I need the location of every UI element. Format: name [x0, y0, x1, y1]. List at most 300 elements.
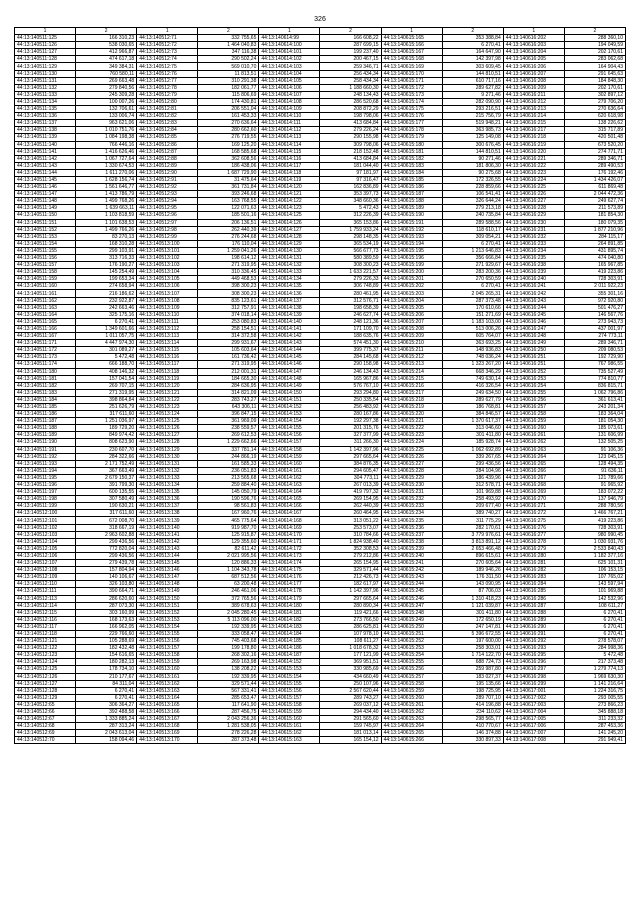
cadastral-value-cell: 1 628 156,74	[76, 176, 137, 183]
cadastral-number-cell: 44:13:140512:101	[15, 517, 76, 524]
cadastral-number-cell: 44:13:140513:102	[137, 255, 198, 262]
cadastral-value-cell: 666 188,70	[76, 361, 137, 368]
cadastral-number-cell: 44:13:140616:299	[503, 680, 564, 687]
cadastral-number-cell: 44:13:140615:182	[381, 155, 442, 162]
cadastral-value-cell: 166 310,23	[76, 35, 137, 42]
cadastral-number-cell: 44:13:140614:180	[259, 602, 320, 609]
table-row	[15, 120, 626, 127]
cadastral-number-cell: 44:13:140513:133	[137, 474, 198, 481]
cadastral-value-cell: 274 771,71	[564, 148, 625, 155]
table-row	[15, 212, 626, 219]
cadastral-number-cell: 44:13:140616:243	[503, 297, 564, 304]
cadastral-number-cell: 44:13:140614:141	[259, 325, 320, 332]
cadastral-value-cell: 1 188 660,30	[320, 84, 381, 91]
cadastral-value-cell: 2 011 922,23	[564, 283, 625, 290]
cadastral-value-cell: 271 319,95	[76, 389, 137, 396]
cadastral-number-cell: 44:13:140511:148	[15, 198, 76, 205]
cadastral-value-cell: 132 706,61	[76, 106, 137, 113]
cadastral-number-cell: 44:13:140614:142	[259, 333, 320, 340]
cadastral-value-cell: 1 464 040,83	[198, 42, 259, 49]
cadastral-number-cell: 44:13:140511:126	[15, 42, 76, 49]
cadastral-number-cell: 44:13:140512:73	[137, 49, 198, 56]
cadastral-value-cell: 144 810,51	[442, 148, 503, 155]
cadastral-value-cell: 2 653 466,48	[442, 545, 503, 552]
cadastral-value-cell: 242 663,46	[76, 304, 137, 311]
cadastral-number-cell: 44:13:140615:214	[381, 368, 442, 375]
cadastral-number-cell: 44:13:140512:102	[15, 524, 76, 531]
table-row	[15, 531, 626, 538]
cadastral-value-cell: 312 578,71	[442, 482, 503, 489]
cadastral-number-cell: 44:13:140614:170	[259, 531, 320, 538]
cadastral-value-cell: 250 107,96	[320, 680, 381, 687]
cadastral-value-cell: 259 884,40	[198, 482, 259, 489]
cadastral-value-cell: 303 609,45	[442, 63, 503, 70]
table-row	[15, 425, 626, 432]
table-row	[15, 382, 626, 389]
cadastral-value-cell: 287 313,24	[76, 723, 137, 730]
cadastral-number-cell: 44:13:140614:186	[259, 645, 320, 652]
cadastral-number-cell: 44:13:140616:265	[503, 460, 564, 467]
cadastral-number-cell: 44:13:140513:141	[137, 531, 198, 538]
cadastral-value-cell: 1 824 938,40	[320, 538, 381, 545]
cadastral-number-cell: 44:13:140614:151	[259, 396, 320, 403]
cadastral-value-cell: 274 658,94	[76, 283, 137, 290]
cadastral-number-cell: 44:13:140616:295	[503, 652, 564, 659]
cadastral-value-cell: 256 434,34	[320, 70, 381, 77]
cadastral-value-cell: 90 271,46	[442, 155, 503, 162]
cadastral-number-cell: 44:13:140615:206	[381, 311, 442, 318]
cadastral-number-cell: 44:13:140616:209	[503, 84, 564, 91]
cadastral-value-cell: 291 565,60	[320, 716, 381, 723]
cadastral-number-cell: 44:13:140512:95	[137, 205, 198, 212]
table-row	[15, 375, 626, 382]
cadastral-number-cell: 44:13:140615:234	[381, 510, 442, 517]
cadastral-number-cell: 44:13:140615:199	[381, 262, 442, 269]
cadastral-value-cell: 313 046,60	[442, 425, 503, 432]
cadastral-number-cell: 44:13:140614:128	[259, 233, 320, 240]
cadastral-number-cell: 44:13:140513:155	[137, 630, 198, 637]
table-row	[15, 56, 626, 63]
cadastral-value-cell: 337 781,14	[198, 446, 259, 453]
cadastral-number-cell: 44:13:140615:250	[381, 623, 442, 630]
cadastral-value-cell: 11 813,51	[198, 70, 259, 77]
table-row	[15, 716, 626, 723]
cadastral-number-cell: 44:13:140511:196	[15, 482, 76, 489]
cadastral-value-cell: 170 610,66	[442, 304, 503, 311]
cadastral-number-cell: 44:13:140513:153	[137, 616, 198, 623]
table-row	[15, 659, 626, 666]
cadastral-number-cell: 44:13:140615:219	[381, 403, 442, 410]
cadastral-value-cell: 329 571,44	[320, 567, 381, 574]
cadastral-number-cell: 44:13:140614:187	[259, 652, 320, 659]
cadastral-number-cell: 44:13:140614:144	[259, 347, 320, 354]
column-header: 2	[76, 28, 137, 35]
table-row	[15, 737, 626, 744]
cadastral-value-cell: 133 006,74	[76, 113, 137, 120]
cadastral-value-cell: 980 990,45	[564, 531, 625, 538]
cadastral-value-cell: 419 223,86	[564, 269, 625, 276]
cadastral-value-cell: 306 364,27	[76, 701, 137, 708]
cadastral-value-cell: 172 650,19	[442, 616, 503, 623]
cadastral-number-cell: 44:13:140513:132	[137, 467, 198, 474]
cadastral-number-cell: 44:13:140511:192	[15, 453, 76, 460]
cadastral-value-cell: 199 653,34	[76, 276, 137, 283]
table-row	[15, 247, 626, 254]
cadastral-number-cell: 44:13:140616:286	[503, 595, 564, 602]
cadastral-number-cell: 44:13:140614:185	[259, 638, 320, 645]
cadastral-value-cell: 199 178,80	[198, 645, 259, 652]
table-row	[15, 368, 626, 375]
cadastral-value-cell: 165 967,85	[564, 262, 625, 269]
cadastral-number-cell: 44:13:140615:229	[381, 474, 442, 481]
cadastral-value-cell: 835 123,61	[198, 297, 259, 304]
cadastral-value-cell: 284 115,17	[564, 233, 625, 240]
cadastral-value-cell: 1 259 041,26	[198, 247, 259, 254]
table-row	[15, 645, 626, 652]
cadastral-number-cell: 44:13:140615:231	[381, 489, 442, 496]
table-row	[15, 297, 626, 304]
cadastral-number-cell: 44:13:140511:171	[15, 340, 76, 347]
cadastral-number-cell: 44:13:140615:170	[381, 70, 442, 77]
cadastral-value-cell: 259 346,71	[320, 63, 381, 70]
cadastral-value-cell: 345 888,18	[564, 709, 625, 716]
cadastral-number-cell: 44:13:140513:143	[137, 545, 198, 552]
cadastral-value-cell: 291 949,41	[564, 737, 625, 744]
cadastral-number-cell: 44:13:140615:162	[259, 730, 320, 737]
cadastral-value-cell: 212 426,73	[320, 574, 381, 581]
table-row	[15, 687, 626, 694]
cadastral-number-cell: 44:13:140512:115	[15, 609, 76, 616]
cadastral-number-cell: 44:13:140512:122	[15, 645, 76, 652]
cadastral-value-cell: 151 271,69	[442, 311, 503, 318]
cadastral-number-cell: 44:13:140511:131	[15, 77, 76, 84]
cadastral-number-cell: 44:13:140512:70	[15, 737, 76, 744]
cadastral-number-cell: 44:13:140511:181	[15, 375, 76, 382]
cadastral-number-cell: 44:13:140616:266	[503, 467, 564, 474]
cadastral-number-cell: 44:13:140511:132	[15, 84, 76, 91]
cadastral-value-cell: 2 171 752,49	[76, 460, 137, 467]
cadastral-number-cell: 44:13:140513:142	[137, 538, 198, 545]
cadastral-number-cell: 44:13:140615:155	[259, 680, 320, 687]
cadastral-number-cell: 44:13:140615:225	[381, 446, 442, 453]
cadastral-value-cell: 117 641,90	[198, 701, 259, 708]
cadastral-value-cell: 412 966,87	[76, 49, 137, 56]
cadastral-number-cell: 44:13:140512:118	[15, 630, 76, 637]
cadastral-value-cell: 269 037,12	[320, 701, 381, 708]
cadastral-value-cell: 361 613,41	[564, 396, 625, 403]
cadastral-number-cell: 44:13:140511:197	[15, 489, 76, 496]
cadastral-value-cell: 300 676,45	[442, 141, 503, 148]
cadastral-value-cell: 1 103 818,59	[76, 212, 137, 219]
cadastral-value-cell: 120 886,33	[198, 560, 259, 567]
cadastral-number-cell: 44:13:140513:125	[137, 418, 198, 425]
cadastral-number-cell: 44:13:140614:139	[259, 311, 320, 318]
cadastral-value-cell: 208 872,29	[320, 106, 381, 113]
cadastral-value-cell: 248 134,43	[320, 91, 381, 98]
cadastral-value-cell: 146 374,88	[442, 730, 503, 737]
cadastral-number-cell: 44:13:140615:181	[381, 148, 442, 155]
cadastral-value-cell: 283 062,68	[564, 56, 625, 63]
cadastral-number-cell: 44:13:140511:189	[15, 432, 76, 439]
cadastral-number-cell: 44:13:140513:109	[137, 304, 198, 311]
cadastral-value-cell: 189 946,26	[442, 567, 503, 574]
cadastral-number-cell: 44:13:140616:246	[503, 318, 564, 325]
table-row	[15, 389, 626, 396]
cadastral-number-cell: 44:13:140511:151	[15, 219, 76, 226]
cadastral-value-cell: 108 611,27	[564, 602, 625, 609]
table-row	[15, 255, 626, 262]
cadastral-value-cell: 256 483,92	[320, 403, 381, 410]
table-row	[15, 354, 626, 361]
cadastral-value-cell: 1 084 198,38	[76, 134, 137, 141]
cadastral-value-cell: 1 310 418,23	[442, 595, 503, 602]
cadastral-value-cell: 349 384,31	[76, 63, 137, 70]
cadastral-number-cell: 44:13:140617:008	[503, 737, 564, 744]
cadastral-value-cell: 189 729,20	[76, 425, 137, 432]
cadastral-value-cell: 318 667,19	[76, 524, 137, 531]
column-header: 1	[15, 28, 76, 35]
cadastral-value-cell: 209 080,53	[564, 347, 625, 354]
cadastral-number-cell: 44:13:140512:83	[137, 120, 198, 127]
cadastral-value-cell: 246 461,06	[198, 588, 259, 595]
cadastral-value-cell: 449 468,53	[198, 276, 259, 283]
cadastral-number-cell: 44:13:140614:149	[259, 382, 320, 389]
cadastral-value-cell: 286 625,81	[320, 623, 381, 630]
cadastral-value-cell: 434 660,49	[320, 673, 381, 680]
cadastral-number-cell: 44:13:140512:110	[15, 581, 76, 588]
cadastral-value-cell: 176 311,50	[442, 574, 503, 581]
cadastral-value-cell: 131 606,99	[564, 432, 625, 439]
cadastral-number-cell: 44:13:140615:222	[381, 425, 442, 432]
cadastral-number-cell: 44:13:140616:268	[503, 482, 564, 489]
cadastral-value-cell: 180 282,13	[76, 659, 137, 666]
cadastral-value-cell: 202 170,61	[564, 49, 625, 56]
cadastral-value-cell: 246 627,74	[320, 311, 381, 318]
cadastral-number-cell: 44:13:140513:166	[137, 709, 198, 716]
column-header: 1	[381, 28, 442, 35]
cadastral-number-cell: 44:13:140512:94	[137, 198, 198, 205]
cadastral-number-cell: 44:13:140511:164	[15, 311, 76, 318]
cadastral-value-cell: 301 411,80	[442, 609, 503, 616]
cadastral-number-cell: 44:13:140511:135	[15, 106, 76, 113]
cadastral-number-cell: 44:13:140614:156	[259, 432, 320, 439]
cadastral-number-cell: 44:13:140616:280	[503, 552, 564, 559]
cadastral-value-cell: 1 229 662,66	[198, 439, 259, 446]
cadastral-number-cell: 44:13:140512:98	[137, 226, 198, 233]
cadastral-number-cell: 44:13:140616:217	[503, 127, 564, 134]
cadastral-value-cell: 283 200,36	[442, 269, 503, 276]
cadastral-number-cell: 44:13:140513:135	[137, 489, 198, 496]
cadastral-value-cell: 293 294,80	[320, 389, 381, 396]
table-row	[15, 545, 626, 552]
cadastral-value-cell: 269 154,95	[320, 496, 381, 503]
cadastral-number-cell: 44:13:140513:164	[137, 694, 198, 701]
cadastral-number-cell: 44:13:140615:178	[381, 127, 442, 134]
cadastral-number-cell: 44:13:140511:157	[15, 262, 76, 269]
cadastral-value-cell: 314 821,09	[198, 389, 259, 396]
cadastral-number-cell: 44:13:140512:91	[137, 176, 198, 183]
cadastral-number-cell: 44:13:140614:119	[259, 176, 320, 183]
cadastral-number-cell: 44:13:140511:183	[15, 389, 76, 396]
cadastral-value-cell: 285 653,47	[198, 694, 259, 701]
table-row	[15, 262, 626, 269]
cadastral-value-cell: 304 773,11	[320, 474, 381, 481]
cadastral-number-cell: 44:13:140616:227	[503, 198, 564, 205]
cadastral-number-cell: 44:13:140616:206	[503, 63, 564, 70]
cadastral-value-cell: 836 815,71	[564, 382, 625, 389]
cadastral-number-cell: 44:13:140616:214	[503, 113, 564, 120]
cadastral-number-cell: 44:13:140615:256	[381, 666, 442, 673]
cadastral-value-cell: 6 270,41	[76, 694, 137, 701]
cadastral-number-cell: 44:13:140614:100	[259, 42, 320, 49]
cadastral-number-cell: 44:13:140511:186	[15, 411, 76, 418]
cadastral-number-cell: 44:13:140616:203	[503, 42, 564, 49]
cadastral-number-cell: 44:13:140615:179	[381, 134, 442, 141]
cadastral-number-cell: 44:13:140513:127	[137, 432, 198, 439]
cadastral-value-cell: 122 071,63	[198, 205, 259, 212]
cadastral-number-cell: 44:13:140616:262	[503, 439, 564, 446]
cadastral-value-cell: 182 061,77	[198, 84, 259, 91]
cadastral-value-cell: 410 770,67	[442, 723, 503, 730]
cadastral-number-cell: 44:13:140616:259	[503, 418, 564, 425]
cadastral-number-cell: 44:13:140512:116	[15, 616, 76, 623]
cadastral-value-cell: 6 270,41	[442, 240, 503, 247]
cadastral-number-cell: 44:13:140614:118	[259, 169, 320, 176]
cadastral-value-cell: 327 377,99	[320, 432, 381, 439]
cadastral-number-cell: 44:13:140512:80	[137, 98, 198, 105]
cadastral-number-cell: 44:13:140511:128	[15, 56, 76, 63]
table-row	[15, 730, 626, 737]
cadastral-value-cell: 63 200,48	[198, 581, 259, 588]
cadastral-number-cell: 44:13:140512:107	[15, 560, 76, 567]
cadastral-value-cell: 176 110,04	[198, 240, 259, 247]
cadastral-value-cell: 291 645,63	[564, 70, 625, 77]
cadastral-value-cell: 330 897,33	[442, 737, 503, 744]
cadastral-value-cell: 186 438,06	[198, 162, 259, 169]
cadastral-value-cell: 566 677,73	[320, 247, 381, 254]
cadastral-number-cell: 44:13:140615:173	[381, 91, 442, 98]
cadastral-number-cell: 44:13:140614:103	[259, 63, 320, 70]
cadastral-number-cell: 44:13:140615:205	[381, 304, 442, 311]
cadastral-number-cell: 44:13:140513:154	[137, 623, 198, 630]
cadastral-number-cell: 44:13:140615:260	[381, 694, 442, 701]
cadastral-number-cell: 44:13:140513:167	[137, 716, 198, 723]
cadastral-value-cell: 181 054,30	[564, 418, 625, 425]
cadastral-value-cell: 6 270,41	[564, 630, 625, 637]
table-row	[15, 333, 626, 340]
cadastral-value-cell: 919 987,70	[198, 524, 259, 531]
cadastral-value-cell: 215 756,79	[442, 113, 503, 120]
cadastral-number-cell: 44:13:140512:100	[15, 510, 76, 517]
cadastral-number-cell: 44:13:140513:152	[137, 609, 198, 616]
cadastral-number-cell: 44:13:140616:221	[503, 155, 564, 162]
cadastral-value-cell: 1 281 538,05	[198, 723, 259, 730]
cadastral-value-cell: 132 505,25	[564, 439, 625, 446]
cadastral-number-cell: 44:13:140511:160	[15, 283, 76, 290]
cadastral-value-cell: 760 580,11	[76, 70, 137, 77]
cadastral-number-cell: 44:13:140615:243	[381, 574, 442, 581]
cadastral-value-cell: 431 895,74	[564, 247, 625, 254]
cadastral-value-cell: 106 153,15	[564, 567, 625, 574]
cadastral-number-cell: 44:13:140512:71	[137, 35, 198, 42]
cadastral-number-cell: 44:13:140513:140	[137, 524, 198, 531]
cadastral-value-cell: 91 636,11	[564, 467, 625, 474]
cadastral-number-cell: 44:13:140512:74	[137, 56, 198, 63]
cadastral-number-cell: 44:13:140615:153	[259, 666, 320, 673]
cadastral-number-cell: 44:13:140614:177	[259, 581, 320, 588]
table-row	[15, 347, 626, 354]
cadastral-number-cell: 44:13:140615:209	[381, 333, 442, 340]
cadastral-value-cell: 414 196,88	[442, 701, 503, 708]
cadastral-value-cell: 279 213,18	[442, 205, 503, 212]
cadastral-value-cell: 437 001,97	[564, 325, 625, 332]
cadastral-number-cell: 44:13:140512:97	[137, 219, 198, 226]
cadastral-number-cell: 44:13:140616:252	[503, 368, 564, 375]
cadastral-number-cell: 44:13:140615:244	[381, 581, 442, 588]
cadastral-number-cell: 44:13:140614:134	[259, 276, 320, 283]
cadastral-number-cell: 44:13:140512:79	[137, 91, 198, 98]
table-row	[15, 588, 626, 595]
cadastral-value-cell: 317 611,60	[76, 510, 137, 517]
cadastral-value-cell: 287 373,48	[442, 297, 503, 304]
cadastral-value-cell: 1 142 397,96	[320, 588, 381, 595]
cadastral-number-cell: 44:13:140512:121	[15, 638, 76, 645]
cadastral-value-cell: 195 135,66	[442, 680, 503, 687]
cadastral-value-table	[14, 27, 626, 744]
cadastral-value-cell: 309 054,21	[442, 233, 503, 240]
table-row	[15, 155, 626, 162]
cadastral-value-cell: 728 303,91	[564, 524, 625, 531]
cadastral-number-cell: 44:13:140511:194	[15, 467, 76, 474]
cadastral-value-cell: 5 396 672,55	[442, 630, 503, 637]
cadastral-number-cell: 44:13:140616:289	[503, 616, 564, 623]
cadastral-value-cell: 625 101,31	[564, 560, 625, 567]
cadastral-number-cell: 44:13:140615:193	[381, 233, 442, 240]
cadastral-value-cell: 82 611,42	[198, 545, 259, 552]
cadastral-value-cell: 1 279 774,13	[564, 666, 625, 673]
cadastral-value-cell: 157 804,94	[76, 567, 137, 574]
cadastral-value-cell: 270 636,64	[564, 106, 625, 113]
cadastral-value-cell: 107 765,02	[564, 574, 625, 581]
cadastral-value-cell: 687 512,56	[198, 574, 259, 581]
cadastral-value-cell: 293 216,51	[442, 106, 503, 113]
table-row	[15, 70, 626, 77]
cadastral-number-cell: 44:13:140513:121	[137, 389, 198, 396]
table-row	[15, 446, 626, 453]
cadastral-number-cell: 44:13:140614:138	[259, 304, 320, 311]
cadastral-number-cell: 44:13:140615:249	[381, 616, 442, 623]
cadastral-number-cell: 44:13:140614:132	[259, 262, 320, 269]
cadastral-value-cell: 202 170,61	[564, 84, 625, 91]
cadastral-value-cell: 108 611,27	[320, 638, 381, 645]
cadastral-number-cell: 44:13:140616:260	[503, 425, 564, 432]
cadastral-number-cell: 44:13:140615:228	[381, 467, 442, 474]
cadastral-value-cell: 192 339,95	[198, 623, 259, 630]
table-row	[15, 283, 626, 290]
cadastral-number-cell: 44:13:140512:103	[15, 531, 76, 538]
cadastral-number-cell: 44:13:140616:231	[503, 226, 564, 233]
cadastral-number-cell: 44:13:140614:116	[259, 155, 320, 162]
cadastral-number-cell: 44:13:140511:142	[15, 155, 76, 162]
cadastral-number-cell: 44:13:140614:114	[259, 141, 320, 148]
cadastral-value-cell: 115 806,69	[198, 91, 259, 98]
cadastral-value-cell: 180 079,35	[564, 219, 625, 226]
cadastral-value-cell: 178 734,10	[76, 666, 137, 673]
cadastral-number-cell: 44:13:140512:90	[137, 169, 198, 176]
cadastral-value-cell: 767 986,55	[564, 361, 625, 368]
cadastral-number-cell: 44:13:140614:168	[259, 517, 320, 524]
cadastral-value-cell: 365 153,86	[320, 219, 381, 226]
